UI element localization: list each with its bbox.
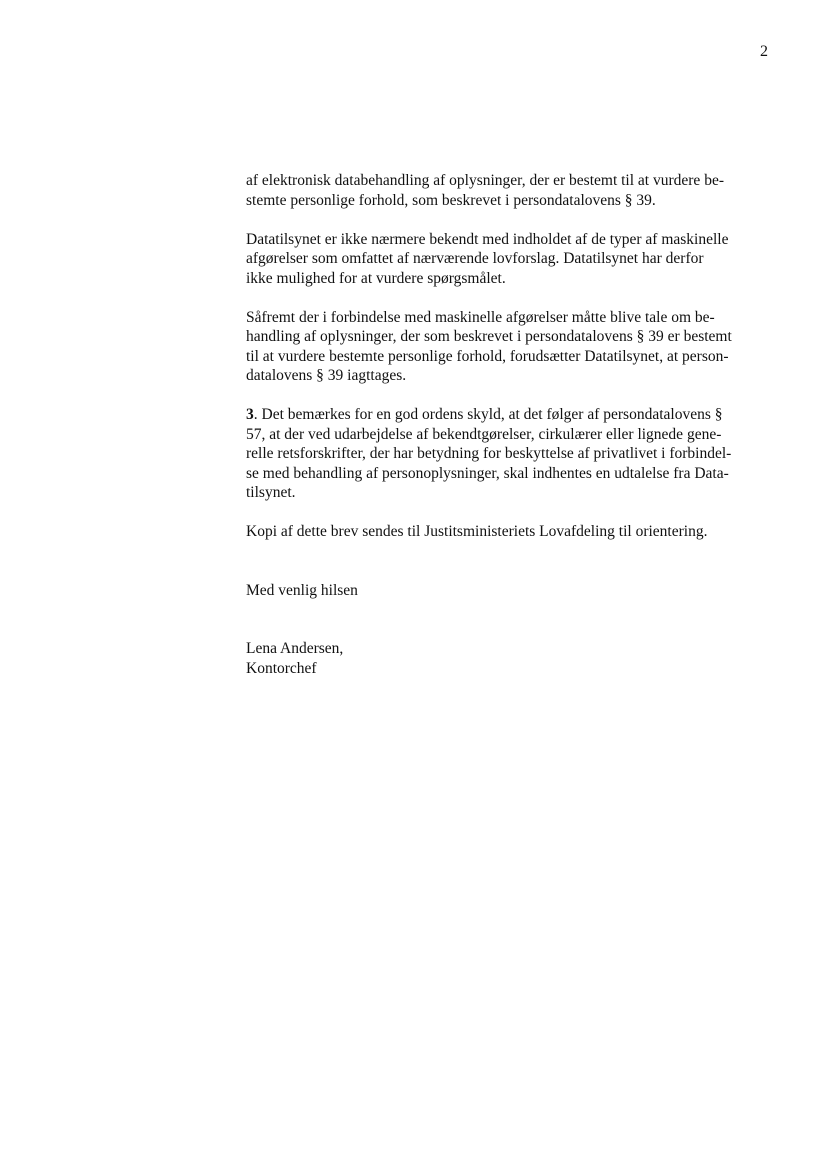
text-line: tilsynet. (246, 484, 296, 501)
text-line: Såfremt der i forbindelse med maskinelle afgørelser måtte blive tale om be- (246, 308, 715, 326)
text-line-rest: . Det bemærkes for en god ordens skyld, at det følger af persondatalovens § (253, 406, 723, 423)
closing-greeting: Med venlig hilsen (246, 581, 358, 599)
text-line: relle retsforskrifter, der har betydning for beskyttelse af privatlivet i forbindel- (246, 445, 732, 462)
text-line: Datatilsynet er ikke nærmere bekendt med indholdet af de typer af maskinelle (246, 230, 729, 248)
paragraph-4 (246, 405, 776, 503)
signer-title: Kontorchef (246, 659, 317, 677)
signature-block (246, 639, 776, 678)
page-number: 2 (760, 43, 768, 60)
text-line: se med behandling af personoplysninger, skal indhentes en udtalelse fra Data- (246, 464, 729, 482)
text-line: Kopi af dette brev sendes til Justitsministeriets Lovafdeling til orientering. (246, 523, 708, 540)
text-line: handling af oplysninger, der som beskrevet i persondatalovens § 39 er bestemt (246, 328, 732, 345)
text-line: stemte personlige forhold, som beskrevet i persondatalovens § 39. (246, 191, 656, 209)
letter-body (246, 171, 776, 678)
text-line: datalovens § 39 iagttages. (246, 367, 407, 384)
closing-greeting-block (246, 581, 776, 601)
section-number: 3 (246, 406, 254, 423)
text-line: 57, at der ved udarbejdelse af bekendtgørelser, cirkulærer eller lignede gene- (246, 425, 722, 443)
text-line-numbered (246, 405, 776, 425)
text-line: til at vurdere bestemte personlige forhold, forudsætter Datatilsynet, at person- (246, 347, 729, 365)
signer-name: Lena Andersen, (246, 640, 344, 657)
paragraph-2 (246, 230, 776, 289)
paragraph-3 (246, 308, 776, 386)
text-line: af elektronisk databehandling af oplysninger, der er bestemt til at vurdere be- (246, 172, 724, 189)
text-line: afgørelser som omfattet af nærværende lovforslag. Datatilsynet har derfor (246, 250, 704, 267)
paragraph-1 (246, 171, 776, 210)
paragraph-5 (246, 522, 776, 542)
text-line: ikke mulighed for at vurdere spørgsmålet. (246, 269, 506, 287)
